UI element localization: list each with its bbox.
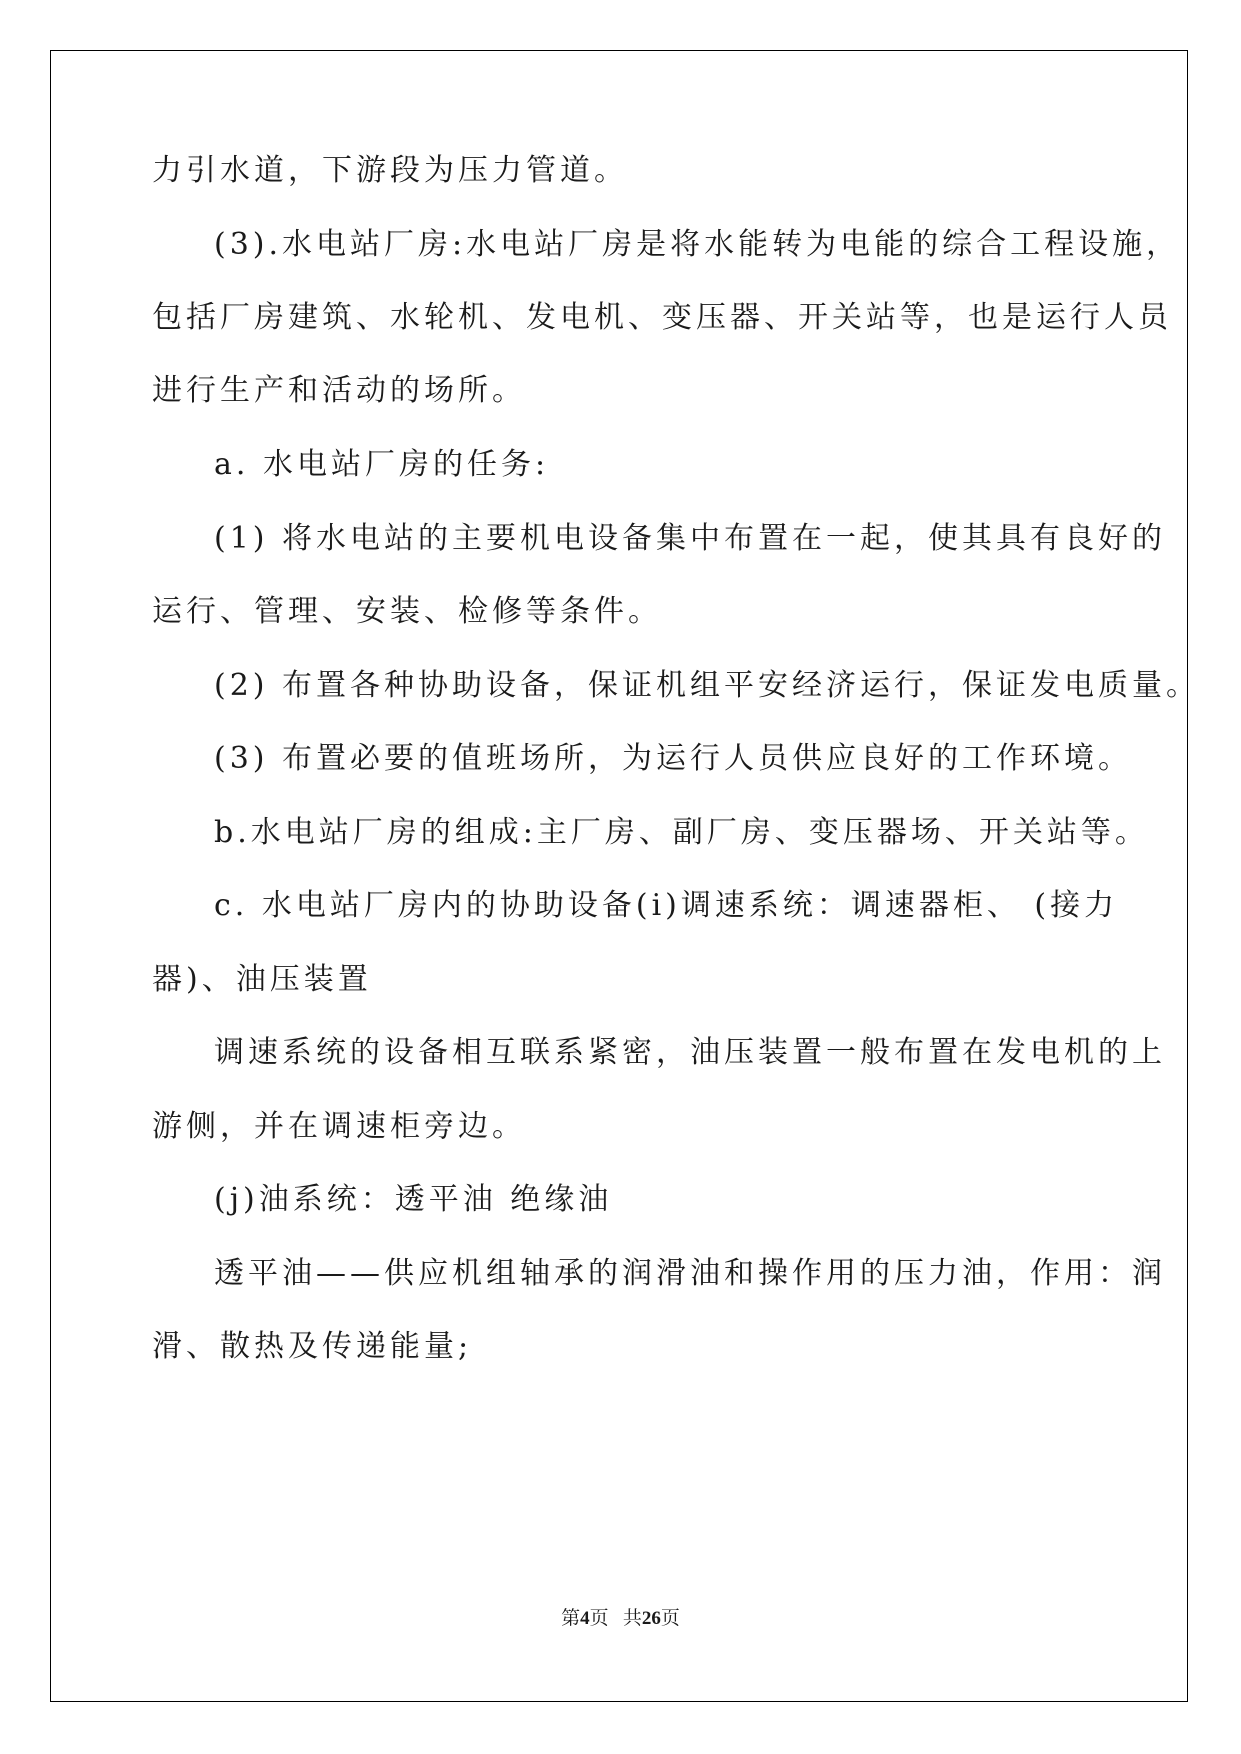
body-line: (3) 布置必要的值班场所，为运行人员供应良好的工作环境。 bbox=[214, 741, 1133, 776]
body-line: 滑、散热及传递能量; bbox=[152, 1329, 473, 1364]
body-line: 力引水道，下游段为压力管道。 bbox=[152, 153, 628, 188]
footer-total-unit: 页 bbox=[660, 1608, 680, 1629]
footer-page-unit: 页 bbox=[589, 1608, 609, 1629]
body-line: (2) 布置各种协助设备，保证机组平安经济运行，保证发电质量。 bbox=[214, 668, 1201, 703]
body-line: 调速系统的设备相互联系紧密，油压装置一般布置在发电机的上 bbox=[214, 1035, 1166, 1070]
body-line: (3).水电站厂房:水电站厂房是将水能转为电能的综合工程设施， bbox=[214, 227, 1181, 262]
footer-prefix: 第 bbox=[561, 1608, 581, 1629]
footer-total-prefix: 共 bbox=[622, 1608, 642, 1629]
page-footer bbox=[0, 1603, 1241, 1630]
body-line: 运行、管理、安装、检修等条件。 bbox=[152, 594, 662, 629]
body-line: c. 水电站厂房内的协助设备(i)调速系统：调速器柜、 (接力 bbox=[214, 888, 1119, 923]
body-line: 包括厂房建筑、水轮机、发电机、变压器、开关站等，也是运行人员 bbox=[152, 300, 1172, 335]
total-pages: 26 bbox=[641, 1608, 661, 1629]
body-line: (1) 将水电站的主要机电设备集中布置在一起，使其具有良好的 bbox=[214, 521, 1167, 556]
body-line: 透平油——供应机组轴承的润滑油和操作用的压力油，作用：润 bbox=[214, 1256, 1166, 1291]
body-line: (j)油系统：透平油 绝缘油 bbox=[214, 1182, 613, 1217]
body-line: 进行生产和活动的场所。 bbox=[152, 373, 526, 408]
body-line: 器)、油压装置 bbox=[152, 962, 372, 997]
page-number: 4 bbox=[580, 1608, 590, 1629]
body-line: 游侧，并在调速柜旁边。 bbox=[152, 1109, 526, 1144]
body-line: b.水电站厂房的组成:主厂房、副厂房、变压器场、开关站等。 bbox=[214, 815, 1149, 850]
body-line: a. 水电站厂房的任务: bbox=[214, 447, 550, 482]
